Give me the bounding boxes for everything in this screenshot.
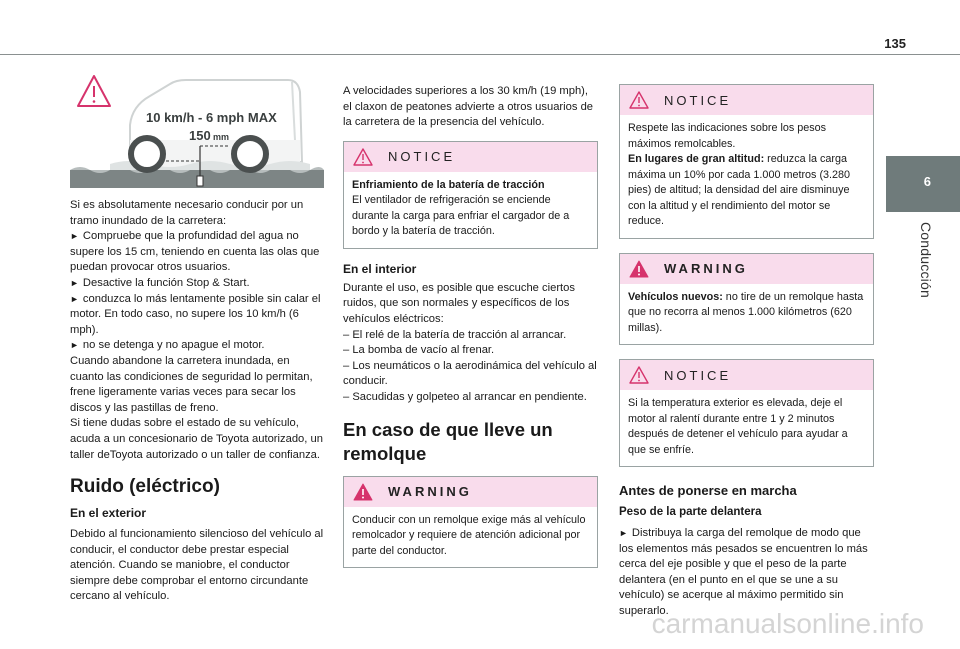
notice-header xyxy=(620,85,873,115)
warning-header xyxy=(344,477,597,507)
after-flood-text: Cuando abandone la carretera inundada, en cuanto las condiciones de seguridad lo permitan, frene ligeramente varias veces para secar los discos y las pastillas de freno. xyxy=(70,354,313,414)
exterior-subtitle: En el exterior xyxy=(70,506,147,521)
notice-label: NOTICE xyxy=(664,367,732,383)
notice-header xyxy=(344,142,597,172)
warning-triangle-icon xyxy=(352,147,374,167)
nose-weight-subtitle: Peso de la parte delantera xyxy=(619,506,762,518)
interior-item: – La bomba de vacío al frenar. xyxy=(343,344,495,357)
notice-text: Respete las indicaciones sobre los pesos máximos remolcables. xyxy=(628,122,827,150)
water-depth-unit: mm xyxy=(213,132,230,142)
notice-label: NOTICE xyxy=(388,149,456,165)
dealer-advice-text: Si tiene dudas sobre el estado de su vehículo, acuda a un concesionario de Toyota autorizado, un taller deToyota autorizado o un taller de confianza. xyxy=(70,417,323,461)
site-watermark[interactable]: carmanualsonline.info xyxy=(651,608,924,639)
warning-triangle-icon xyxy=(628,365,650,385)
column-left xyxy=(70,70,325,605)
trailer-section-title: En caso de que lleve un remolque xyxy=(343,418,553,464)
interior-text: Durante el uso, es posible que escuche ciertos ruidos, que son normales y específicos de los vehículos eléctricos: xyxy=(343,281,575,325)
warning-label: WARNING xyxy=(664,261,748,276)
notice-bold-lead: En lugares de gran altitud: xyxy=(628,153,765,165)
notice-box xyxy=(343,141,598,249)
warning-triangle-filled-icon xyxy=(352,482,374,502)
warning-label: WARNING xyxy=(388,484,472,500)
interior-subtitle: En el interior xyxy=(343,261,417,276)
flooded-road-illustration xyxy=(70,70,324,188)
warning-box xyxy=(619,253,874,346)
warning-text: Conducir con un remolque exige más al vehículo remolcador y requiere de atención adicional por parte del conductor. xyxy=(352,513,586,557)
column-right xyxy=(619,84,874,620)
notice-title: Enfriamiento de la batería de tracción xyxy=(352,178,545,191)
water-depth-value: 150 xyxy=(189,128,211,143)
notice-text: Si la temperatura exterior es elevada, deje el motor al ralentí durante entre 1 y 2 minutos después de detener el vehículo para ayudar a que se enfríe. xyxy=(628,397,848,456)
chapter-number: 6 xyxy=(923,174,931,189)
chapter-title: Conducción xyxy=(918,222,934,298)
warning-bold-lead: Vehículos nuevos: xyxy=(628,290,723,303)
notice-box xyxy=(619,84,874,239)
notice-header xyxy=(620,360,873,390)
page-number: 135 xyxy=(884,36,906,51)
column-middle xyxy=(343,84,598,568)
speed-limit-label: 10 km/h - 6 mph MAX xyxy=(146,110,277,125)
notice-box xyxy=(619,359,874,467)
nose-weight-step: ► Distribuya la carga del remolque de modo que los elementos más pesados se encuentren lo más cerca del eje posible y que el peso de la parte delantera (en el punto en el que se une a su vehículo) se acerque al máximo permitido sin superarlo. xyxy=(619,526,874,620)
warning-text: no tire de un remolque hasta que no recorra al menos 1.000 kilómetros (620 millas). xyxy=(628,290,864,334)
warning-box xyxy=(343,476,598,569)
notice-text: reduzca la carga máxima un 10% por cada 1.000 metros (3.280 pies) de altitud; la densidad del aire disminuye con la altitud y el rendimiento del motor se reduce. xyxy=(628,153,851,227)
warning-triangle-icon xyxy=(628,90,650,110)
flooded-step: ► no se detenga y no apague el motor. xyxy=(70,338,325,354)
interior-item: – El relé de la batería de tracción al arrancar. xyxy=(343,328,567,341)
warning-triangle-icon xyxy=(78,76,110,106)
flooded-step: ► Desactive la función Stop & Start. xyxy=(70,276,325,292)
before-setting-off-title: Antes de ponerse en marcha xyxy=(619,483,797,498)
noise-section-title: Ruido (eléctrico) xyxy=(70,476,220,498)
header-rule xyxy=(0,54,960,55)
interior-item: – Los neumáticos o la aerodinámica del vehículo al conducir. xyxy=(343,359,597,388)
flooded-intro: Si es absolutamente necesario conducir por un tramo inundado de la carretera: xyxy=(70,199,304,227)
notice-text: El ventilador de refrigeración se enciende durante la carga para enfriar el cargador de a bordo y la batería de tracción. xyxy=(352,194,570,238)
flooded-step: ► conduzca lo más lentamente posible sin calar el motor. En todo caso, no supere los 10 km/h (6 mph). xyxy=(70,292,325,339)
flooded-step: ► Compruebe que la profundidad del agua no supere los 15 cm, teniendo en cuenta las olas que puedan provocar otros usuarios. xyxy=(70,229,325,276)
pedestrian-horn-text: A velocidades superiores a los 30 km/h (19 mph), el claxon de peatones advierte a otros usuarios de la carretera de la presencia del vehículo. xyxy=(343,85,594,129)
notice-label: NOTICE xyxy=(664,92,732,108)
exterior-text: Debido al funcionamiento silencioso del vehículo al conducir, el conductor debe prestar especial atención. Cuando se maniobre, el conductor siempre debe comprobar el entorno circundante cercano al vehículo. xyxy=(70,528,324,603)
warning-header xyxy=(620,254,873,284)
warning-triangle-filled-icon xyxy=(628,259,650,279)
interior-item: – Sacudidas y golpeteo al arrancar en pendiente. xyxy=(343,390,587,403)
